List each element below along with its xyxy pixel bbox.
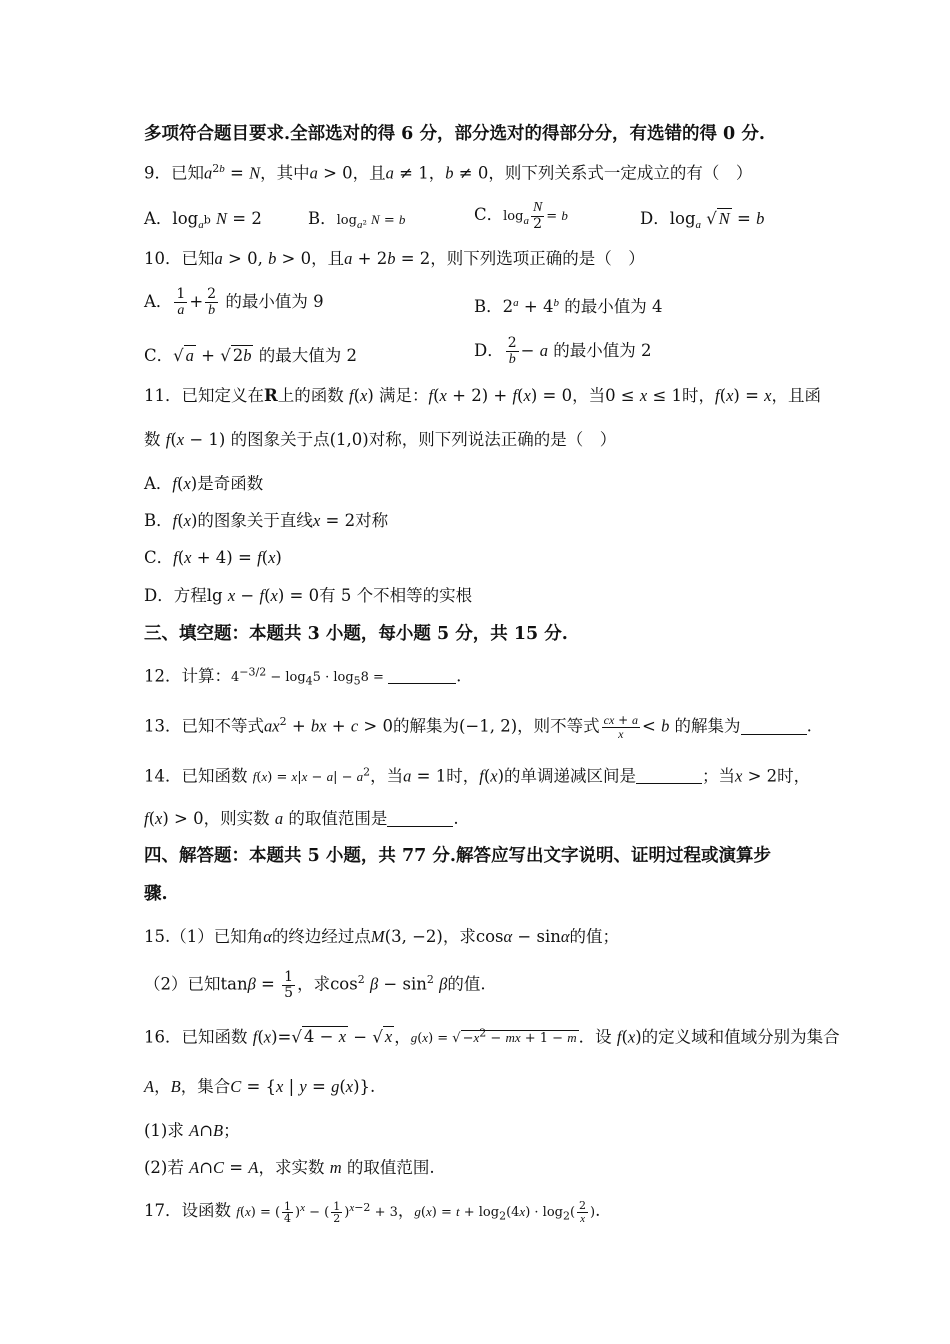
q9-option-d: D．$\log_a$ √ N = b [640, 209, 765, 232]
question-16-part1: (1)求 A∩B； [144, 1121, 240, 1140]
section-3-heading: 三、填空题：本题共 3 小题，每小题 5 分，共 15 分. [144, 624, 568, 644]
question-14-line1: 14．已知函数 $f(x) = x|x - a| - a^2$，当a = 1时，f(x)的单调递减区间是 ；当x > 2时， [144, 766, 811, 786]
q11-option-b: B．f(x)的图象关于直线x = 2对称 [144, 511, 389, 530]
question-10-stem: 10．已知a > 0, b > 0，且a + 2b = 2，则下列选项正确的是（ ） [144, 249, 645, 268]
q11-option-c: C．f(x + 4) = f(x) [144, 548, 282, 567]
question-12: 12．计算：$4^{-3/2} - \log_45 \cdot \log_58$ = . [144, 666, 462, 688]
question-16-line2: A，B，集合C = {x | y = g(x)}. [144, 1077, 376, 1096]
section-4-heading-line1: 四、解答题：本题共 5 小题，共 77 分.解答应写出文字说明、证明过程或演算步 [144, 846, 771, 866]
section-4-heading-line2: 骤. [144, 884, 168, 904]
q9-option-b: B．$\log_{a^2} N = b$ [308, 209, 406, 231]
q10-option-d: D． $\frac{2}{b}$ − a 的最小值为 2 [474, 335, 652, 367]
q10-option-a: A． $\frac{1}{a}$ + $\frac{2}{b}$ 的最小值为 9 [144, 286, 324, 318]
q9-option-c: C．$\log_a$ $\frac{N}{2}$ = b [474, 200, 568, 232]
question-15-part2: （2）已知tanβ = $\frac{1}{5}$ ，求$\cos^2 \beta - \sin^2 \beta$的值. [144, 969, 486, 1001]
q10-option-c: C．√ a + √ 2b 的最大值为 2 [144, 346, 357, 365]
q10-option-b: B．$2^a + 4^b$ 的最小值为 4 [474, 296, 663, 316]
question-13: 13．已知不等式$ax^2$ + bx + c > 0的解集为(−1, 2)，则不等式 $\frac{cx + a}{x}$ < b 的解集为 . [144, 713, 812, 741]
question-11-stem-line2: 数 f(x − 1) 的图象关于点(1,0)对称，则下列说法正确的是（ ） [144, 430, 617, 449]
q11-option-a: A．f(x)是奇函数 [144, 474, 264, 493]
q9-option-a: A．$\log_{a^b} N = 2$ [144, 209, 262, 232]
question-16-line1: 16．已知函数 f(x)=√ 4 − x − √ x ，g(x) = √ $-x^2$ − mx + 1 − m ．设 f(x)的定义域和值域分别为集合 [144, 1027, 840, 1047]
question-17: 17．设函数 f(x) = ( $\frac{1}{4}$ )$^x$ − ( $\frac{1}{2}$ )$^{x-2}$ + 3，$g(x) = t + \log_2(4x) \cdot \log_2$( $\frac{2}{x}$ ). [144, 1199, 601, 1226]
question-15-part1: 15.（1）已知角α的终边经过点M(3, −2)，求cosα − sinα的值； [144, 927, 620, 946]
question-11-stem-line1: 11．已知定义在R上的函数 f(x) 满足：f(x + 2) + f(x) = 0，当0 ≤ x ≤ 1时，f(x) = x，且函 [144, 386, 821, 405]
question-9-stem: 9．已知$a^{2b} = N$，其中a > 0，且a ≠ 1，b ≠ 0，则下列关系式一定成立的有（ ） [144, 162, 753, 183]
q11-option-d: D．方程lg x − f(x) = 0有 5 个不相等的实根 [144, 586, 473, 605]
question-16-part2: (2)若 A∩C = A，求实数 m 的取值范围. [144, 1158, 435, 1177]
section-instructions: 多项符合题目要求.全部选对的得 6 分，部分选对的得部分分，有选错的得 0 分. [144, 124, 765, 144]
question-14-line2: f(x) > 0，则实数 a 的取值范围是 . [144, 809, 459, 828]
